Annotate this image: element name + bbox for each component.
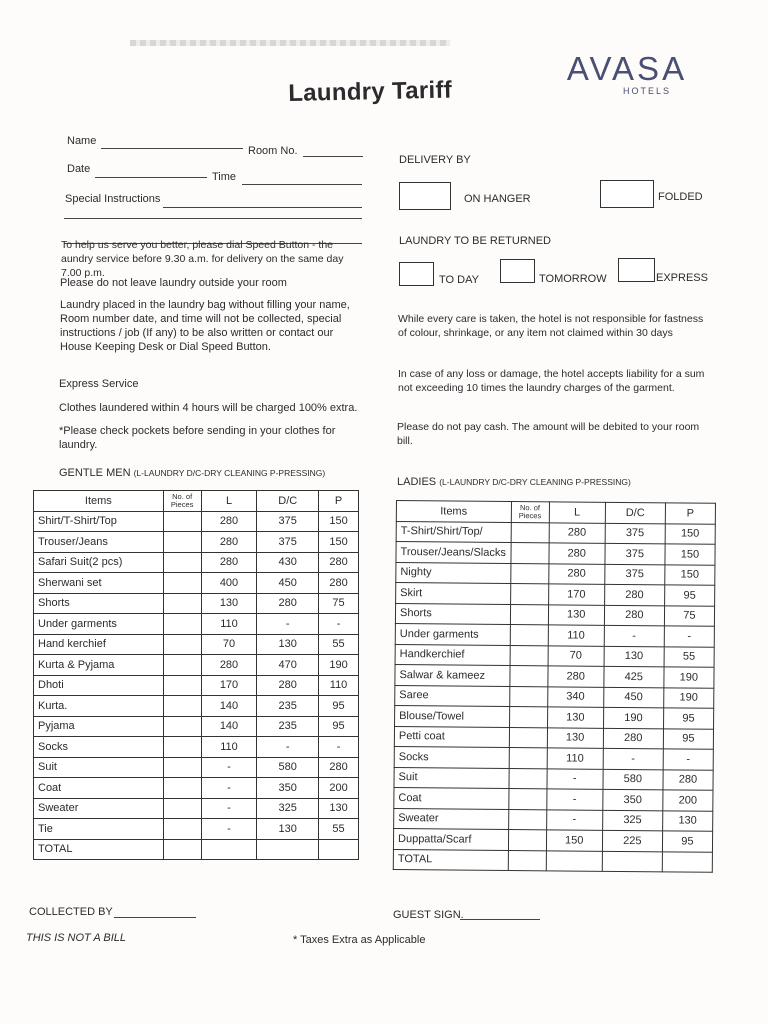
on-hanger-checkbox[interactable] [399, 182, 451, 210]
price-laundry: 110 [201, 614, 257, 635]
gentlemen-tariff-table [33, 490, 359, 860]
date-field[interactable] [95, 177, 207, 178]
price-laundry: 280 [549, 543, 605, 564]
price-pressing: 95 [319, 716, 359, 737]
item-name: T-Shirt/Shirt/Top/ [396, 521, 511, 542]
price-dry-cleaning: 425 [604, 666, 664, 687]
item-name: Handkerchief [395, 644, 510, 665]
collected-by-label: COLLECTED BY [29, 906, 113, 918]
item-name: Dhoti [34, 675, 164, 696]
room-field[interactable] [303, 156, 363, 157]
item-pieces[interactable] [163, 675, 201, 696]
price-laundry: 340 [547, 686, 603, 707]
item-name: Suit [394, 767, 509, 788]
item-pieces[interactable] [510, 645, 548, 666]
ladies-tariff-table [393, 500, 716, 873]
price-pressing: 75 [319, 593, 359, 614]
table-row [34, 593, 359, 614]
price-pressing: 110 [319, 675, 359, 696]
item-pieces[interactable] [163, 696, 201, 717]
table-row [394, 808, 713, 831]
item-name: Saree [395, 685, 510, 706]
price-laundry: 280 [548, 666, 604, 687]
item-pieces[interactable] [163, 839, 201, 860]
price-pressing: 55 [319, 634, 359, 655]
column-header-pressing: P [665, 503, 715, 524]
item-pieces[interactable] [163, 655, 201, 676]
date-label: Date [67, 163, 91, 175]
item-pieces[interactable] [511, 522, 549, 543]
table-row [394, 787, 713, 810]
price-laundry: 170 [201, 675, 257, 696]
price-pressing: - [663, 749, 713, 770]
price-dry-cleaning: - [603, 748, 663, 769]
price-pressing: 150 [665, 564, 715, 585]
price-pressing: 55 [664, 646, 714, 667]
price-laundry: 70 [201, 634, 257, 655]
price-dry-cleaning: 470 [257, 655, 319, 676]
item-name: Trouser/Jeans [34, 532, 164, 553]
total-row [34, 839, 359, 860]
price-laundry: - [201, 798, 257, 819]
price-pressing [319, 839, 359, 860]
price-dry-cleaning [602, 851, 662, 872]
item-pieces[interactable] [163, 552, 201, 573]
price-laundry: 280 [548, 563, 604, 584]
table-row [34, 757, 359, 778]
express-service-text: Clothes laundered within 4 hours will be charged 100% extra. [59, 402, 358, 414]
laundry-returned-title: LAUNDRY TO BE RETURNED [399, 235, 552, 247]
item-pieces[interactable] [510, 584, 548, 605]
price-dry-cleaning: - [257, 614, 319, 635]
table-row [34, 634, 359, 655]
gentlemen-title: GENTLE MEN [59, 467, 131, 479]
not-a-bill-note: THIS IS NOT A BILL [26, 932, 127, 944]
price-dry-cleaning: 235 [257, 716, 319, 737]
table-row [395, 685, 714, 708]
price-pressing: 95 [663, 708, 713, 729]
express-checkbox[interactable] [618, 258, 655, 282]
price-pressing: 280 [319, 757, 359, 778]
table-row [394, 767, 713, 790]
ladies-heading [397, 475, 631, 489]
price-laundry: 130 [548, 604, 604, 625]
price-laundry: 130 [547, 707, 603, 728]
item-name: Kurta. [34, 696, 164, 717]
tomorrow-checkbox[interactable] [500, 259, 535, 283]
price-laundry: - [546, 809, 602, 830]
price-pressing: 200 [319, 778, 359, 799]
item-pieces[interactable] [511, 543, 549, 564]
item-name: Under garments [395, 623, 510, 644]
price-laundry: 130 [201, 593, 257, 614]
express-service-title: Express Service [59, 378, 139, 390]
item-name: Duppatta/Scarf [393, 828, 508, 849]
price-dry-cleaning: 325 [602, 810, 662, 831]
price-laundry: 280 [201, 655, 257, 676]
table-row [395, 705, 714, 728]
item-pieces[interactable] [163, 634, 201, 655]
price-laundry: 110 [548, 625, 604, 646]
room-label: Room No. [248, 145, 298, 157]
item-pieces[interactable] [510, 604, 548, 625]
price-dry-cleaning: 190 [603, 707, 663, 728]
item-name: Sherwani set [34, 573, 164, 594]
item-name: Under garments [34, 614, 164, 635]
price-dry-cleaning: 280 [257, 593, 319, 614]
item-name: Safari Suit(2 pcs) [34, 552, 164, 573]
price-dry-cleaning: 280 [257, 675, 319, 696]
item-name: Petti coat [394, 726, 509, 747]
price-dry-cleaning: 580 [257, 757, 319, 778]
item-name: Skirt [396, 583, 511, 604]
price-dry-cleaning: 450 [257, 573, 319, 594]
ladies-legend: (L-LAUNDRY D/C-DRY CLEANING P-PRESSING) [439, 477, 631, 487]
price-dry-cleaning: 375 [605, 564, 665, 585]
item-name: Hand kerchief [34, 634, 164, 655]
table-row [395, 603, 714, 626]
table-row [34, 675, 359, 696]
item-name: Kurta & Pyjama [34, 655, 164, 676]
column-header-laundry: L [201, 491, 257, 512]
price-dry-cleaning: 130 [257, 819, 319, 840]
page-title: Laundry Tariff [288, 76, 453, 107]
price-pressing [662, 851, 712, 872]
price-laundry: 280 [549, 522, 605, 543]
price-laundry: 110 [201, 737, 257, 758]
folded-label: FOLDED [658, 191, 703, 203]
table-row [396, 521, 715, 544]
price-pressing: 150 [665, 523, 715, 544]
price-laundry: - [201, 778, 257, 799]
on-hanger-label: ON HANGER [464, 193, 531, 205]
table-row [34, 511, 359, 532]
item-name: Pyjama [34, 716, 164, 737]
price-dry-cleaning: 225 [602, 830, 662, 851]
table-row [34, 778, 359, 799]
price-dry-cleaning: 375 [605, 523, 665, 544]
speed-button-note: To help us serve you better, please dial Speed Button - the aundry service before 9.30 a.m. for delivery on the same day 7.00 p.m. [61, 239, 344, 279]
item-name: Nighty [396, 562, 511, 583]
column-header-pressing: P [319, 491, 359, 512]
price-pressing: 280 [663, 769, 713, 790]
item-name: Sweater [34, 798, 164, 819]
brand-name: AVASA [566, 50, 688, 87]
item-name: Trouser/Jeans/Slacks [396, 542, 511, 563]
price-laundry: - [547, 768, 603, 789]
table-header-row [34, 491, 359, 512]
item-pieces[interactable] [163, 573, 201, 594]
price-pressing: - [319, 614, 359, 635]
ladies-title: LADIES [397, 476, 437, 488]
price-laundry: - [546, 789, 602, 810]
item-name: Shorts [395, 603, 510, 624]
price-laundry: 280 [201, 532, 257, 553]
item-pieces[interactable] [508, 788, 546, 809]
item-name: Blouse/Towel [395, 705, 510, 726]
column-header-pieces: No. of Pieces [163, 491, 201, 512]
do-not-leave-note: Please do not leave laundry outside your room [60, 277, 287, 289]
tomorrow-label: TOMORROW [539, 273, 607, 285]
price-laundry: 70 [548, 645, 604, 666]
item-pieces[interactable] [163, 614, 201, 635]
item-name: Coat [394, 787, 509, 808]
table-row [396, 562, 715, 585]
price-dry-cleaning: 350 [257, 778, 319, 799]
item-pieces[interactable] [163, 778, 201, 799]
item-pieces[interactable] [163, 798, 201, 819]
table-row [395, 664, 714, 687]
price-laundry: 130 [547, 727, 603, 748]
item-pieces[interactable] [510, 563, 548, 584]
price-pressing: 95 [319, 696, 359, 717]
item-pieces[interactable] [163, 532, 201, 553]
item-pieces[interactable] [509, 686, 547, 707]
item-pieces[interactable] [509, 768, 547, 789]
price-pressing: 95 [662, 831, 712, 852]
price-pressing: - [319, 737, 359, 758]
price-pressing: 190 [664, 667, 714, 688]
column-header-items: Items [34, 491, 164, 512]
price-laundry: 150 [546, 830, 602, 851]
price-pressing: 75 [664, 605, 714, 626]
item-name: Socks [394, 746, 509, 767]
express-label: EXPRESS [656, 272, 708, 284]
table-row [34, 819, 359, 840]
name-label: Name [67, 135, 97, 147]
item-name: TOTAL [393, 849, 508, 870]
table-header-row [396, 501, 715, 524]
price-laundry [201, 839, 257, 860]
liability-note: In case of any loss or damage, the hotel accepts liability for a sum not exceeding 10 times the laundry charges of the garment. [398, 368, 705, 394]
price-pressing: 130 [319, 798, 359, 819]
table-row [34, 716, 359, 737]
item-pieces[interactable] [163, 737, 201, 758]
guest-sign-label: GUEST SIGN. [393, 909, 464, 921]
price-pressing: 150 [319, 511, 359, 532]
item-pieces[interactable] [163, 819, 201, 840]
special-instructions-field[interactable] [163, 207, 362, 208]
price-dry-cleaning: 350 [603, 789, 663, 810]
price-dry-cleaning: 280 [604, 605, 664, 626]
price-laundry: 400 [201, 573, 257, 594]
price-pressing: 280 [319, 552, 359, 573]
table-row [395, 623, 714, 646]
item-pieces[interactable] [163, 511, 201, 532]
item-pieces[interactable] [508, 850, 546, 871]
price-dry-cleaning [257, 839, 319, 860]
column-header-dry-cleaning: D/C [605, 502, 665, 523]
price-laundry: 140 [201, 716, 257, 737]
item-name: Socks [34, 737, 164, 758]
item-name: Coat [34, 778, 164, 799]
item-name: TOTAL [34, 839, 164, 860]
item-pieces[interactable] [509, 727, 547, 748]
taxes-note: * Taxes Extra as Applicable [293, 934, 426, 946]
table-row [34, 573, 359, 594]
price-laundry: - [201, 819, 257, 840]
price-dry-cleaning: 280 [604, 584, 664, 605]
item-name: Shirt/T-Shirt/Top [34, 511, 164, 532]
price-dry-cleaning: - [604, 625, 664, 646]
brand-subtitle: HOTELS [622, 86, 671, 96]
price-dry-cleaning: 130 [257, 634, 319, 655]
item-name: Salwar & kameez [395, 664, 510, 685]
item-pieces[interactable] [508, 809, 546, 830]
price-pressing: 190 [319, 655, 359, 676]
price-dry-cleaning: - [257, 737, 319, 758]
price-pressing: 130 [662, 810, 712, 831]
price-pressing: 95 [664, 585, 714, 606]
no-cash-note: Please do not pay cash. The amount will be debited to your room bill. [397, 421, 700, 447]
special-instructions-field-2[interactable] [64, 218, 362, 219]
hotel-logo [562, 52, 692, 96]
time-field[interactable] [242, 184, 362, 185]
table-row [34, 696, 359, 717]
table-row [394, 746, 713, 769]
column-header-dry-cleaning: D/C [257, 491, 319, 512]
item-pieces[interactable] [509, 706, 547, 727]
table-row [395, 644, 714, 667]
table-row [34, 614, 359, 635]
delivery-by-title: DELIVERY BY [399, 154, 471, 166]
total-row [393, 849, 712, 872]
price-pressing: 190 [664, 687, 714, 708]
price-pressing: 150 [665, 544, 715, 565]
price-pressing: 150 [319, 532, 359, 553]
price-dry-cleaning: 580 [603, 769, 663, 790]
price-laundry: - [201, 757, 257, 778]
price-dry-cleaning: 375 [257, 532, 319, 553]
table-row [34, 552, 359, 573]
table-row [34, 655, 359, 676]
table-row [394, 726, 713, 749]
table-row [34, 798, 359, 819]
price-pressing: - [664, 626, 714, 647]
price-dry-cleaning: 430 [257, 552, 319, 573]
item-name: Tie [34, 819, 164, 840]
item-pieces[interactable] [163, 593, 201, 614]
table-row [34, 737, 359, 758]
column-header-laundry: L [549, 502, 605, 523]
today-checkbox[interactable] [399, 262, 434, 286]
item-pieces[interactable] [508, 829, 546, 850]
torn-edge [130, 40, 450, 46]
time-label: Time [212, 171, 237, 183]
price-dry-cleaning: 375 [257, 511, 319, 532]
price-laundry: 110 [547, 748, 603, 769]
check-pockets-note: *Please check pockets before sending in your clothes for laundry. [59, 425, 336, 451]
gentlemen-heading [59, 466, 325, 480]
item-pieces[interactable] [163, 757, 201, 778]
name-field[interactable] [101, 148, 243, 149]
item-pieces[interactable] [163, 716, 201, 737]
price-laundry [546, 850, 602, 871]
item-name: Suit [34, 757, 164, 778]
price-pressing: 95 [663, 728, 713, 749]
price-pressing: 280 [319, 573, 359, 594]
item-name: Sweater [394, 808, 509, 829]
price-pressing: 55 [319, 819, 359, 840]
price-dry-cleaning: 235 [257, 696, 319, 717]
table-row [396, 542, 715, 565]
collected-by-field[interactable] [114, 917, 196, 918]
table-row [396, 583, 715, 606]
item-name: Shorts [34, 593, 164, 614]
price-dry-cleaning: 325 [257, 798, 319, 819]
gentlemen-legend: (L-LAUNDRY D/C-DRY CLEANING P-PRESSING) [133, 468, 326, 478]
column-header-items: Items [396, 501, 511, 522]
price-dry-cleaning: 130 [604, 646, 664, 667]
folded-checkbox[interactable] [600, 180, 654, 208]
price-dry-cleaning: 375 [605, 543, 665, 564]
care-note: While every care is taken, the hotel is not responsible for fastness of colour, shrinkage, or any item not claimed within 30 days [398, 313, 704, 339]
item-pieces[interactable] [509, 665, 547, 686]
price-dry-cleaning: 280 [603, 728, 663, 749]
table-row [393, 828, 712, 851]
price-pressing: 200 [663, 790, 713, 811]
today-label: TO DAY [439, 274, 479, 286]
table-row [34, 532, 359, 553]
special-instructions-label: Special Instructions [65, 193, 161, 205]
column-header-pieces: No. of Pieces [511, 502, 549, 523]
price-laundry: 170 [548, 584, 604, 605]
price-laundry: 280 [201, 511, 257, 532]
item-pieces[interactable] [509, 747, 547, 768]
price-laundry: 280 [201, 552, 257, 573]
price-dry-cleaning: 450 [603, 687, 663, 708]
guest-sign-field[interactable] [460, 919, 540, 920]
laundry-bag-note: Laundry placed in the laundry bag without filling your name, Room number date, and time will not be collected, special instructions / job (If any) to be also written or contact our House Keeping Desk or Dial Speed Button. [60, 299, 350, 353]
item-pieces[interactable] [510, 624, 548, 645]
price-laundry: 140 [201, 696, 257, 717]
